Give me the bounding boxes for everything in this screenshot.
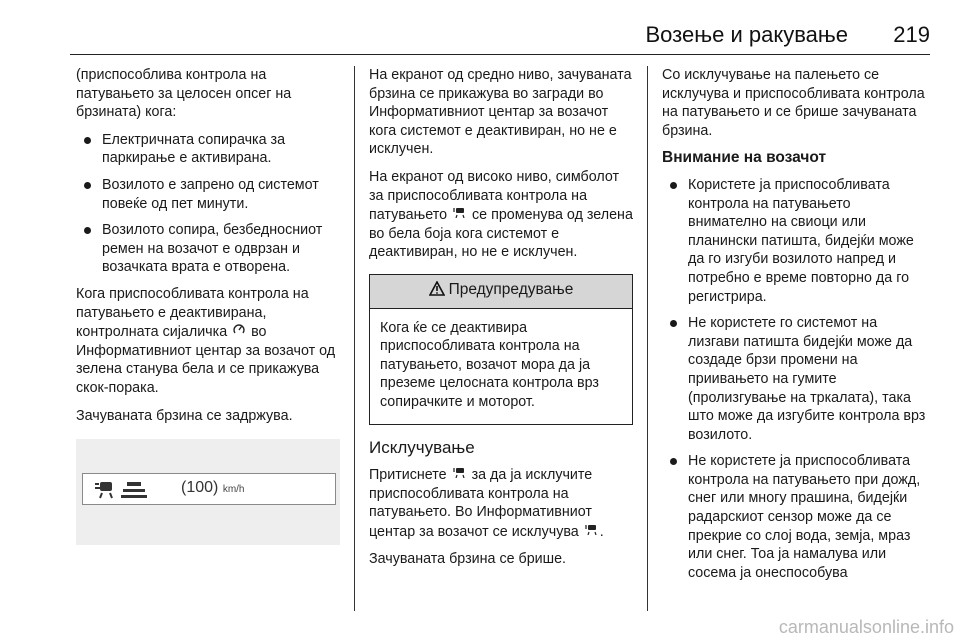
page-number: 219	[893, 22, 930, 47]
chapter-title: Возење и ракување	[645, 22, 848, 47]
section-heading: Исклучување	[369, 437, 475, 457]
list-item: Возилото е запрено од системот повеќе од пет минути.	[76, 176, 342, 213]
column-divider-1	[354, 66, 355, 611]
car-radar-icon	[93, 479, 117, 505]
speed-retained-paragraph: Зачуваната брзина се задржува.	[76, 407, 293, 424]
bullet-icon	[84, 227, 91, 234]
list-item: Не користете го системот на лизгави патишта бидејќи може да создаде брзи промени на приивањето на гумите (пролизгување на тркалата), така што може да изгубите контрола врз возилото.	[662, 314, 932, 444]
list-item: Користете ја приспособливата контрола на патувањето внимателно на свиоци или планински патишта, бидејќи може да го изгуби возилото напред и потребно е време повторно да го регистрира.	[662, 176, 932, 306]
list-item: Возилото сопира, безбедносниот ремен на возачот е одврзан и возачката врата е отворена.	[76, 221, 342, 277]
page-header	[0, 18, 960, 48]
attention-list	[662, 176, 932, 582]
bullet-icon	[84, 137, 91, 144]
mid-level-paragraph: На екранот од средно ниво, зачуваната брзина се прикажува во загради во Информативниот центар за возачот кога системот е деактивиран, но не е исклучен.	[369, 67, 632, 158]
bullet-icon	[670, 182, 677, 189]
list-item: Не користете ја приспособливата контрола на патувањето при дожд, снег или многу прашина, бидејќи радарскиот сензор може да се прекрие со слој вода, земја, мраз или снег. Тоа ја намалува или сосема ја онеспособува	[662, 452, 932, 582]
bullet-icon	[670, 458, 677, 465]
warning-header: Предупредување	[370, 275, 632, 309]
adaptive-cruise-button-icon	[453, 465, 466, 484]
speed-unit: km/h	[222, 484, 245, 496]
column-3	[662, 66, 932, 590]
warning-triangle-icon	[429, 281, 445, 302]
warning-text: Кога ќе се деактивира приспособливата контрола на патувањето, возачот мора да ја преземе целосната контрола врз сопирачките и моторот.	[380, 319, 599, 410]
column-divider-2	[647, 66, 648, 611]
cluster-display-figure	[76, 439, 340, 545]
warning-box	[369, 274, 633, 425]
speed-deleted-paragraph: Зачуваната брзина се брише.	[369, 551, 567, 568]
high-level-paragraph: На екранот од високо ниво, симболот за приспособливата контрола на патувањето се променува од зелена во бела боја кога системот е деактивиран, но не е исклучен.	[369, 168, 633, 261]
ignition-paragraph: Со исклучување на палењето се исклучува и приспособливата контрола на патувањето и се брише зачуваната брзина.	[662, 67, 925, 139]
adaptive-cruise-icon	[453, 205, 466, 224]
adaptive-cruise-icon	[585, 522, 598, 541]
header-rule	[70, 54, 930, 55]
set-speed-readout: (100) km/h	[181, 479, 245, 497]
watermark: carmanualsonline.info	[778, 617, 954, 637]
deactivation-paragraph: Кога приспособливата контрола на патувањето е деактивирана, контролната сијаличка во Информативниот центар за возачот од зелена станува бела и се прикажува скок-порака.	[76, 285, 336, 396]
column-1	[76, 66, 342, 545]
intro-paragraph: (приспособлива контрола на патувањето за целосен опсег на брзината) кога:	[76, 67, 292, 121]
condition-list	[76, 131, 342, 277]
following-distance-icon	[121, 480, 147, 506]
column-2	[369, 66, 633, 578]
display-bar	[82, 473, 336, 505]
attention-heading: Внимание на возачот	[662, 149, 827, 167]
bullet-icon	[670, 320, 677, 327]
bullet-icon	[84, 182, 91, 189]
switch-off-paragraph: Притиснете за да ја исклучите приспособливата контрола на патувањето. Во Информативниот центар за возачот се исклучува .	[369, 467, 604, 540]
list-item: Електричната сопирачка за паркирање е активирана.	[76, 131, 342, 168]
cruise-control-lamp-icon	[233, 322, 245, 341]
